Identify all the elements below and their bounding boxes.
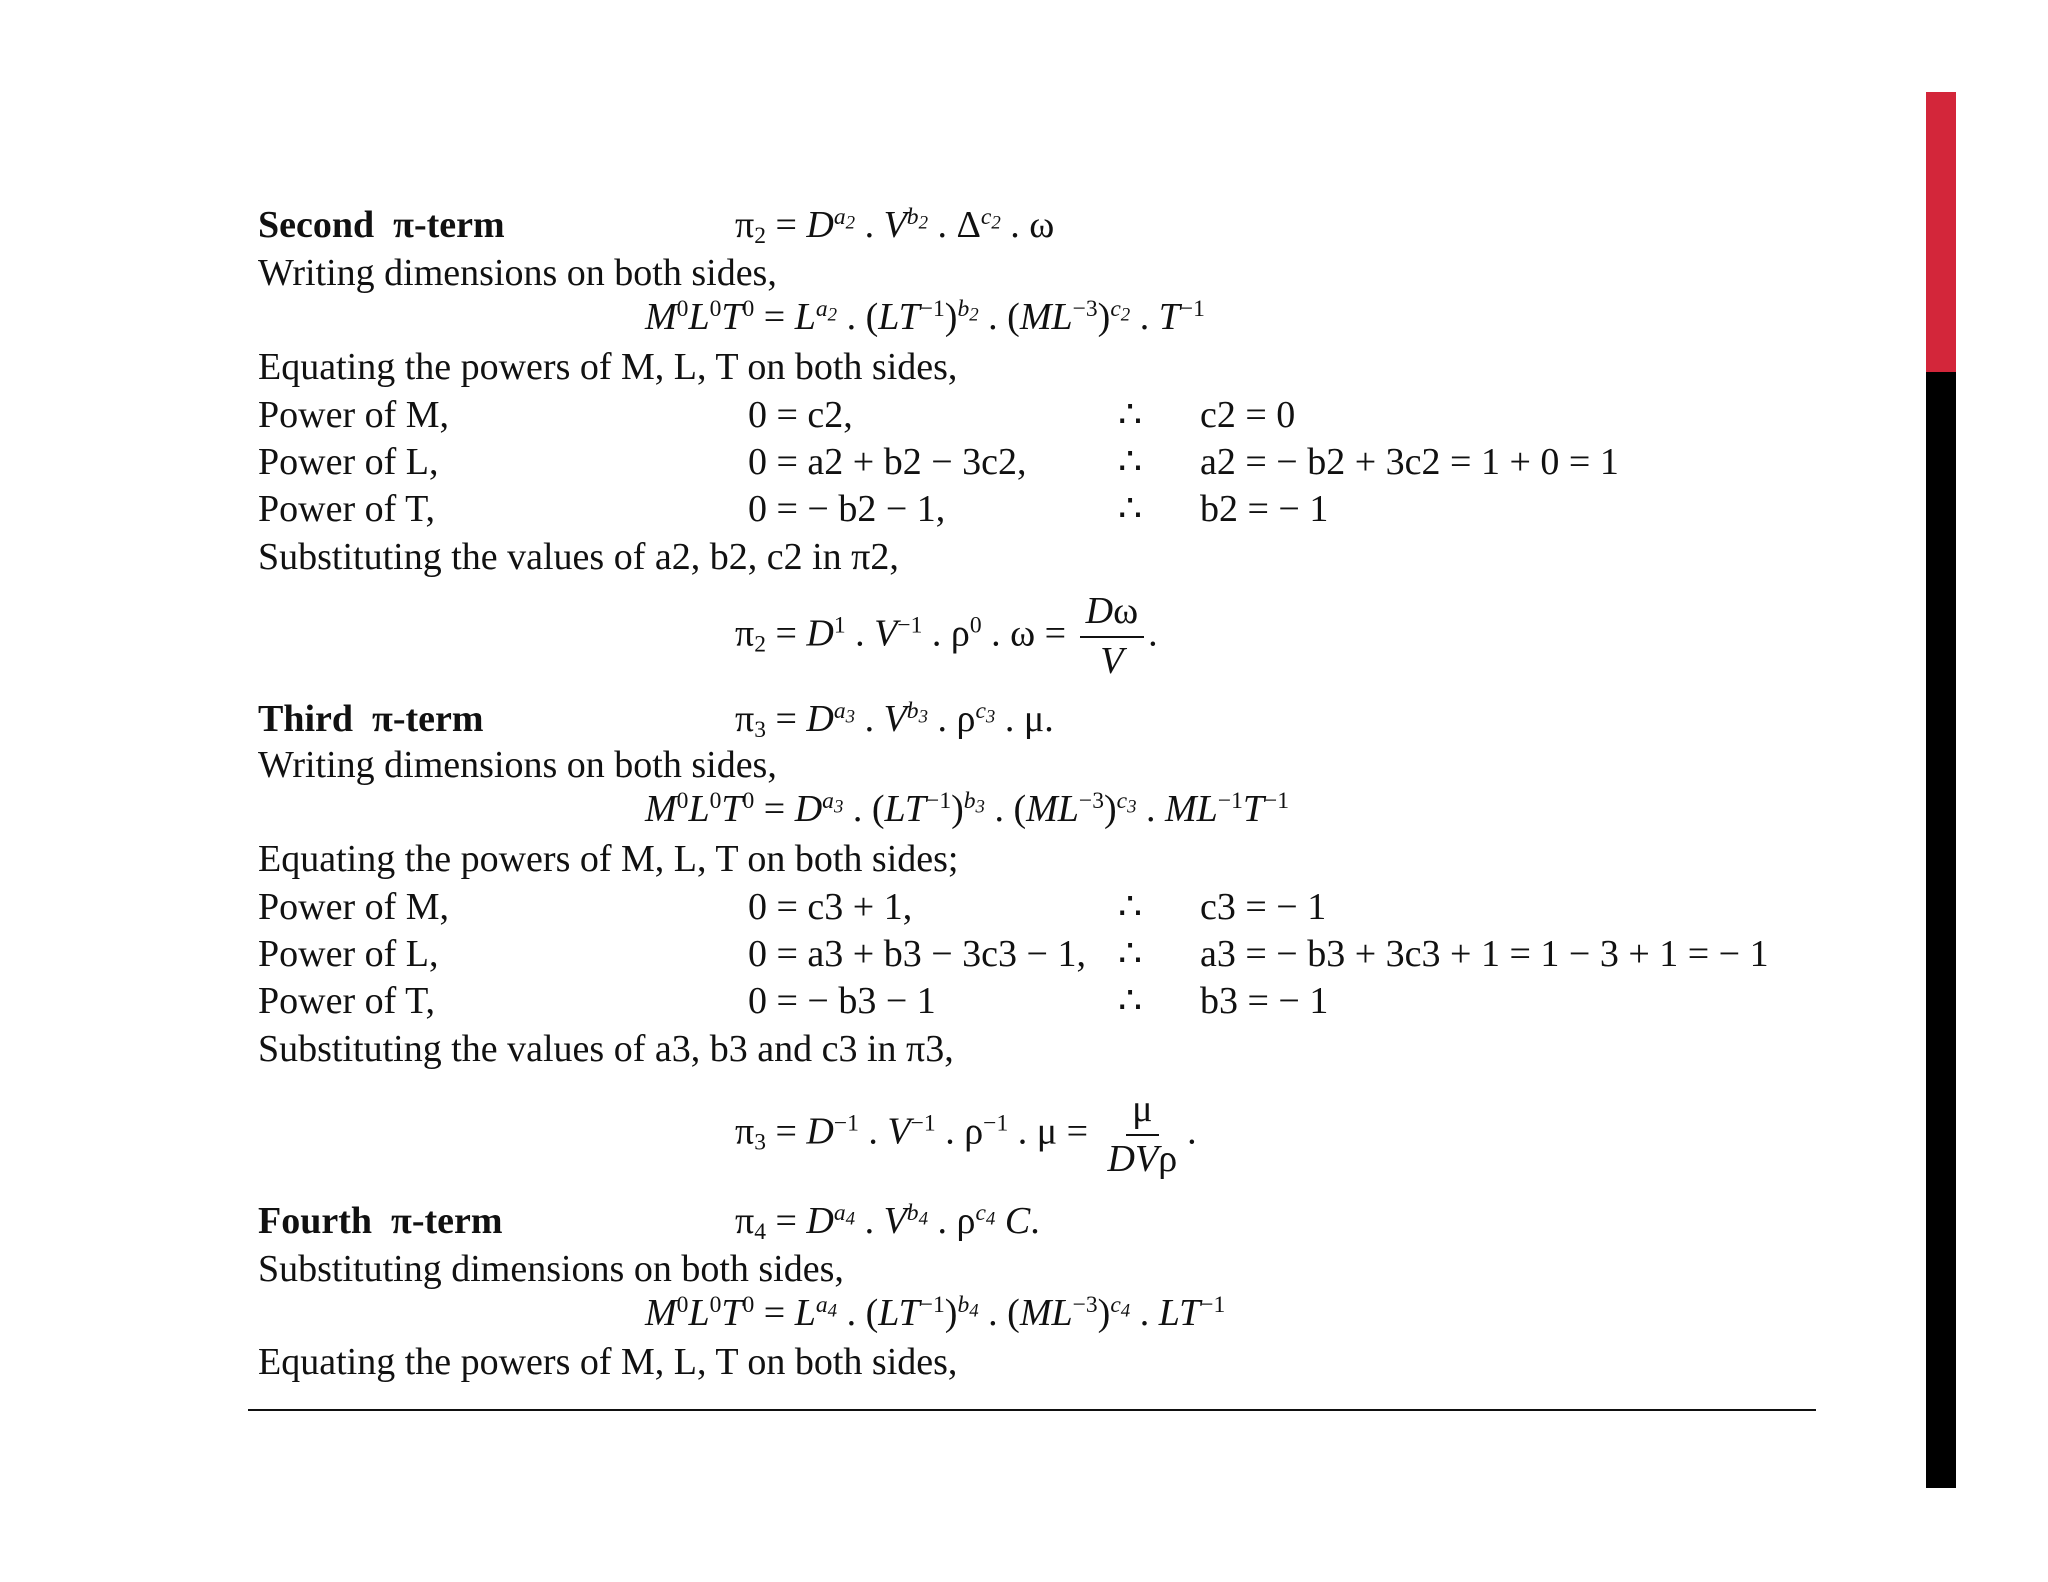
power-equation: 0 = a2 + b2 − 3c2, [748, 441, 1027, 483]
power-label: Power of L, [258, 441, 439, 483]
pi4-dimension-equation: $M^0L^0T^0 = L^{a_4}$ . $(LT^{-1})^{b_4}$ . $(ML^{-3})^{c_4}$ . $LT^{-1}$ [645, 1292, 1226, 1334]
accent-bar-black [1926, 372, 1956, 1488]
power-label: Power of T, [258, 980, 435, 1022]
substituting-values-label: Substituting the values of a3, b3 and c3 in π3, [258, 1028, 954, 1070]
power-equation: 0 = c3 + 1, [748, 886, 913, 928]
pi4-definition: $\pi_4 = D^{a_4}$ . $V^{b_4}$ . $\rho^{c_4}$ C. [735, 1200, 1040, 1245]
heading-symbol: π-term [393, 204, 505, 246]
heading-word: Fourth [258, 1200, 372, 1242]
equating-powers-label: Equating the powers of M, L, T on both sides; [258, 838, 959, 880]
heading-word: Third [258, 698, 354, 740]
power-label: Power of M, [258, 886, 450, 928]
fourth-pi-term-heading [258, 1202, 503, 1240]
therefore-symbol: ∴ [1118, 441, 1143, 483]
power-result: a3 = − b3 + 3c3 + 1 = 1 − 3 + 1 = − 1 [1200, 933, 1769, 975]
heading-word: Second [258, 204, 375, 246]
pi3-result-equation: $\pi_3 = D^{-1}$ . $V^{-1}$ . $\rho^{-1}$ . μ = $\frac{\mu}{\text{DVρ}}$ . [735, 1088, 1197, 1180]
writing-dimensions-label: Writing dimensions on both sides, [258, 744, 777, 786]
power-result: b2 = − 1 [1200, 488, 1329, 530]
power-equation: 0 = a3 + b3 − 3c3 − 1, [748, 933, 1086, 975]
power-result: c2 = 0 [1200, 394, 1296, 436]
bottom-divider [248, 1409, 1816, 1411]
heading-symbol: π-term [372, 698, 484, 740]
substituting-values-label: Substituting the values of a2, b2, c2 in π2, [258, 536, 899, 578]
power-label: Power of T, [258, 488, 435, 530]
therefore-symbol: ∴ [1118, 933, 1143, 975]
power-result: c3 = − 1 [1200, 886, 1327, 928]
power-label: Power of L, [258, 933, 439, 975]
pi3-dimension-equation: $M^0L^0T^0 = D^{a_3}$ . $(LT^{-1})^{b_3}$ . $(ML^{-3})^{c_3}$ . $ML^{-1}T^{-1}$ [645, 788, 1290, 830]
pi3-definition: $\pi_3 = D^{a_3}$ . $V^{b_3}$ . $\rho^{c_3}$ . μ. [735, 698, 1054, 743]
heading-symbol: π-term [391, 1200, 503, 1242]
equating-powers-label: Equating the powers of M, L, T on both sides, [258, 1341, 958, 1383]
writing-dimensions-label: Writing dimensions on both sides, [258, 252, 777, 294]
power-result: a2 = − b2 + 3c2 = 1 + 0 = 1 [1200, 441, 1619, 483]
power-equation: 0 = − b3 − 1 [748, 980, 936, 1022]
accent-bar-red [1926, 92, 1956, 372]
power-label: Power of M, [258, 394, 450, 436]
third-pi-term-heading [258, 700, 484, 738]
therefore-symbol: ∴ [1118, 394, 1143, 436]
power-equation: 0 = − b2 − 1, [748, 488, 946, 530]
power-equation: 0 = c2, [748, 394, 853, 436]
pi2-result-equation: $\pi_2 = D^1$ . $V^{-1}$ . $\rho^0$ . ω = $\frac{D\omega}{V}$ . [735, 590, 1158, 682]
pi2-definition: $\pi_2 = D^{a_2}$ . $V^{b_2}$ . $\Delta^{c_2}$ . ω [735, 204, 1055, 249]
second-pi-term-heading [258, 206, 505, 244]
power-result: b3 = − 1 [1200, 980, 1329, 1022]
pi2-dimension-equation: $M^0L^0T^0 = L^{a_2}$ . $(LT^{-1})^{b_2}$ . $(ML^{-3})^{c_2}$ . $T^{-1}$ [645, 296, 1205, 338]
substituting-dimensions-label: Substituting dimensions on both sides, [258, 1248, 844, 1290]
therefore-symbol: ∴ [1118, 488, 1143, 530]
therefore-symbol: ∴ [1118, 886, 1143, 928]
therefore-symbol: ∴ [1118, 980, 1143, 1022]
equating-powers-label: Equating the powers of M, L, T on both sides, [258, 346, 958, 388]
